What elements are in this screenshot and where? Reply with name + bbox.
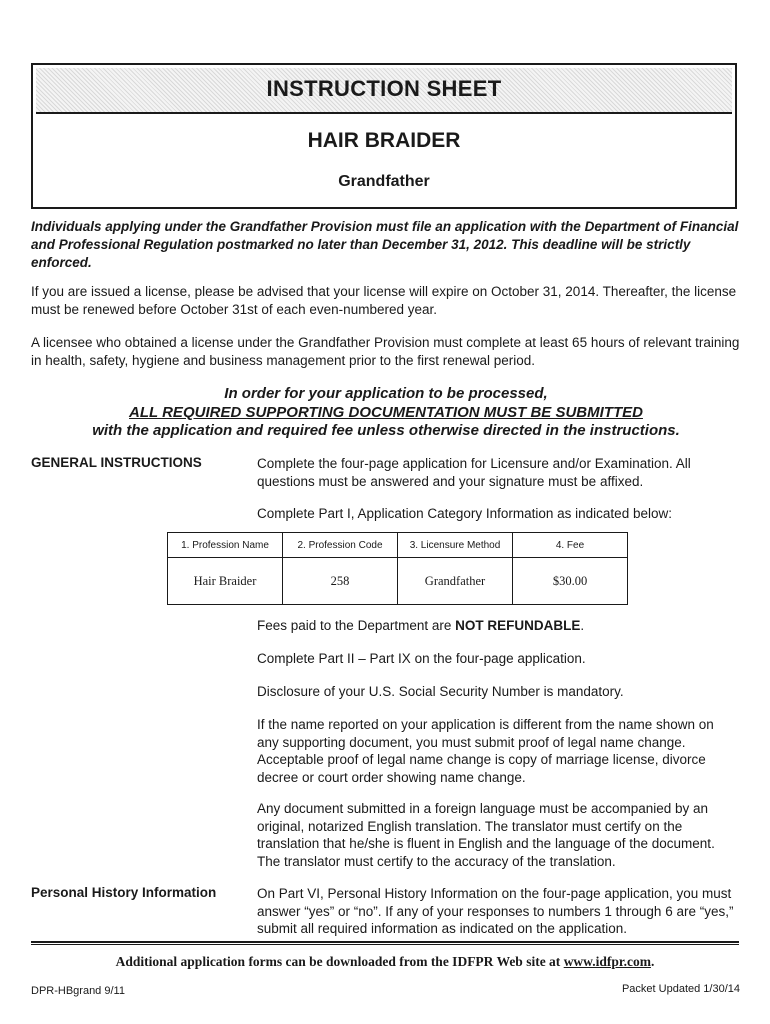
translation-paragraph: Any document submitted in a foreign language must be accompanied by an original, notarized English translation. The translator must certify on the translation that he/she is fluent in English and the language of the document. The translator must certify to the accuracy of the translation.	[257, 801, 715, 869]
fees-suffix: .	[580, 618, 585, 633]
category-title: Grandfather	[338, 173, 430, 190]
category-table	[167, 532, 628, 605]
table-header-cell: 2. Profession Code	[283, 533, 398, 558]
general-instructions-p1: Complete the four-page application for Licensure and/or Examination. All questions must be answered and your signature must be affixed.	[257, 456, 691, 489]
training-paragraph: A licensee who obtained a license under the Grandfather Provision must complete at least 65 hours of relevant training in health, safety, hygiene and business management prior to the first renewal period.	[31, 335, 740, 368]
table-row	[168, 558, 628, 605]
processing-line-1: In order for your application to be processed,	[224, 385, 548, 402]
website-link[interactable]: www.idfpr.com	[563, 954, 651, 969]
footer-note	[31, 954, 739, 970]
table-header-cell: 3. Licensure Method	[398, 533, 513, 558]
table-header-cell: 4. Fee	[513, 533, 628, 558]
packet-updated: Packet Updated 1/30/14	[621, 983, 740, 995]
table-cell-code: 258	[283, 558, 398, 605]
form-code: DPR-HBgrand 9/11	[31, 985, 125, 997]
fees-bold: NOT REFUNDABLE	[455, 618, 581, 633]
fees-text: Fees paid to the Department are	[257, 618, 456, 633]
header-box	[31, 63, 737, 209]
expiration-paragraph: If you are issued a license, please be advised that your license will expire on October 31, 2014. Thereafter, the license must be renewed before October 31st of each even-numbered year.	[31, 284, 737, 317]
parts-paragraph: Complete Part II – Part IX on the four-page application.	[257, 651, 586, 666]
table-cell-method: Grandfather	[398, 558, 513, 605]
general-instructions-label: GENERAL INSTRUCTIONS	[31, 455, 202, 470]
header-band	[36, 68, 732, 114]
table-header-row	[168, 533, 628, 558]
footer-note-suffix: .	[650, 954, 655, 969]
general-instructions-p2: Complete Part I, Application Category Information as indicated below:	[257, 506, 672, 521]
ssn-paragraph: Disclosure of your U.S. Social Security Number is mandatory.	[257, 684, 624, 699]
table-cell-fee: $30.00	[513, 558, 628, 605]
page-title: INSTRUCTION SHEET	[266, 76, 502, 101]
profession-title: HAIR BRAIDER	[307, 129, 461, 152]
processing-line-3: with the application and required fee unless otherwise directed in the instructions.	[92, 422, 680, 439]
table-header-cell: 1. Profession Name	[168, 533, 283, 558]
name-change-paragraph: If the name reported on your application is different from the name shown on any supporting document, you must submit proof of legal name change. Acceptable proof of legal name change is copy of marriage license, divorce decree or court order showing name change.	[257, 717, 714, 785]
personal-history-text: On Part VI, Personal History Information on the four-page application, you must answer “yes” or “no”. If any of your responses to numbers 1 through 6 are “yes,” submit all required information as indicated on the application.	[257, 886, 734, 936]
table-cell-profession: Hair Braider	[168, 558, 283, 605]
footer-rule	[31, 941, 739, 945]
fees-paragraph	[257, 617, 737, 635]
processing-line-2: ALL REQUIRED SUPPORTING DOCUMENTATION MUST BE SUBMITTED	[129, 404, 643, 421]
personal-history-label: Personal History Information	[31, 885, 217, 900]
deadline-notice: Individuals applying under the Grandfather Provision must file an application with the Department of Financial and Professional Regulation postmarked no later than December 31, 2012. This deadline will be strictly enforced.	[31, 219, 739, 270]
footer-note-text: Additional application forms can be downloaded from the IDFPR Web site at	[115, 954, 564, 969]
